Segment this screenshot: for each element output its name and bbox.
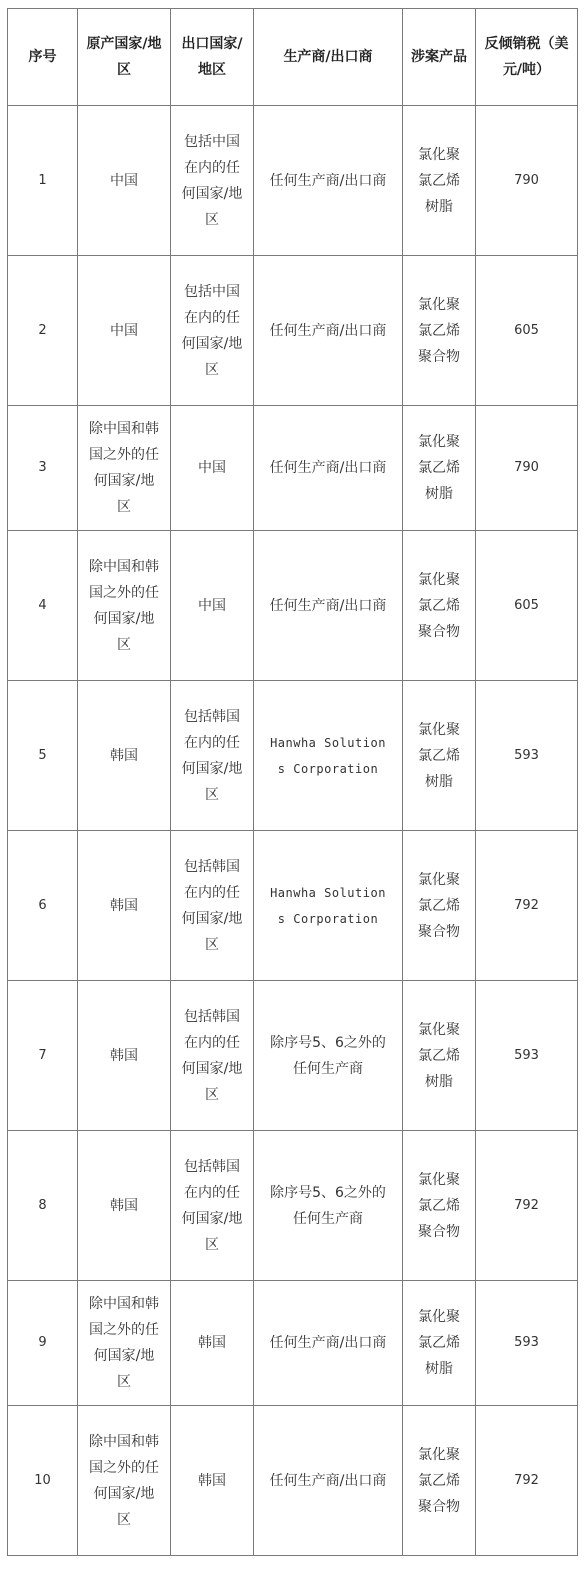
cell-manufacturer: 任何生产商/出口商 bbox=[254, 406, 403, 531]
cell-origin: 中国 bbox=[78, 106, 171, 256]
cell-origin: 除中国和韩国之外的任何国家/地区 bbox=[78, 406, 171, 531]
table-body bbox=[8, 106, 578, 1556]
cell-product: 氯化聚氯乙烯聚合物 bbox=[403, 1406, 476, 1556]
cell-duty: 790 bbox=[476, 406, 578, 531]
header-index: 序号 bbox=[8, 9, 78, 106]
cell-index: 2 bbox=[8, 256, 78, 406]
cell-manufacturer: Hanwha Solutions Corporation bbox=[254, 831, 403, 981]
table-row bbox=[8, 1131, 578, 1281]
anti-dumping-duty-table bbox=[7, 8, 578, 1556]
header-origin: 原产国家/地区 bbox=[78, 9, 171, 106]
cell-export: 包括韩国在内的任何国家/地区 bbox=[171, 831, 254, 981]
cell-product: 氯化聚氯乙烯聚合物 bbox=[403, 1131, 476, 1281]
table-row bbox=[8, 981, 578, 1131]
cell-index: 3 bbox=[8, 406, 78, 531]
cell-export: 中国 bbox=[171, 406, 254, 531]
table-row bbox=[8, 1281, 578, 1406]
cell-duty: 605 bbox=[476, 256, 578, 406]
cell-export: 包括中国在内的任何国家/地区 bbox=[171, 106, 254, 256]
cell-product: 氯化聚氯乙烯树脂 bbox=[403, 1281, 476, 1406]
cell-origin: 韩国 bbox=[78, 681, 171, 831]
cell-manufacturer: 除序号5、6之外的任何生产商 bbox=[254, 1131, 403, 1281]
cell-manufacturer: 任何生产商/出口商 bbox=[254, 256, 403, 406]
cell-duty: 593 bbox=[476, 681, 578, 831]
cell-origin: 韩国 bbox=[78, 1131, 171, 1281]
cell-export: 包括韩国在内的任何国家/地区 bbox=[171, 1131, 254, 1281]
header-export: 出口国家/地区 bbox=[171, 9, 254, 106]
cell-export: 韩国 bbox=[171, 1281, 254, 1406]
cell-origin: 中国 bbox=[78, 256, 171, 406]
cell-index: 8 bbox=[8, 1131, 78, 1281]
table-row bbox=[8, 106, 578, 256]
cell-duty: 605 bbox=[476, 531, 578, 681]
cell-origin: 除中国和韩国之外的任何国家/地区 bbox=[78, 531, 171, 681]
cell-duty: 792 bbox=[476, 831, 578, 981]
cell-duty: 593 bbox=[476, 981, 578, 1131]
cell-duty: 792 bbox=[476, 1406, 578, 1556]
cell-manufacturer: Hanwha Solutions Corporation bbox=[254, 681, 403, 831]
cell-manufacturer: 任何生产商/出口商 bbox=[254, 531, 403, 681]
cell-product: 氯化聚氯乙烯树脂 bbox=[403, 406, 476, 531]
cell-export: 包括中国在内的任何国家/地区 bbox=[171, 256, 254, 406]
cell-product: 氯化聚氯乙烯聚合物 bbox=[403, 256, 476, 406]
cell-index: 6 bbox=[8, 831, 78, 981]
table-row bbox=[8, 1406, 578, 1556]
header-product: 涉案产品 bbox=[403, 9, 476, 106]
cell-index: 1 bbox=[8, 106, 78, 256]
cell-index: 5 bbox=[8, 681, 78, 831]
cell-product: 氯化聚氯乙烯树脂 bbox=[403, 106, 476, 256]
cell-export: 中国 bbox=[171, 531, 254, 681]
cell-duty: 593 bbox=[476, 1281, 578, 1406]
cell-export: 包括韩国在内的任何国家/地区 bbox=[171, 981, 254, 1131]
cell-index: 9 bbox=[8, 1281, 78, 1406]
cell-product: 氯化聚氯乙烯树脂 bbox=[403, 681, 476, 831]
header-manufacturer: 生产商/出口商 bbox=[254, 9, 403, 106]
cell-origin: 除中国和韩国之外的任何国家/地区 bbox=[78, 1406, 171, 1556]
table-row bbox=[8, 256, 578, 406]
cell-duty: 790 bbox=[476, 106, 578, 256]
cell-manufacturer: 任何生产商/出口商 bbox=[254, 1281, 403, 1406]
cell-export: 包括韩国在内的任何国家/地区 bbox=[171, 681, 254, 831]
table-header-row bbox=[8, 9, 578, 106]
cell-export: 韩国 bbox=[171, 1406, 254, 1556]
cell-index: 4 bbox=[8, 531, 78, 681]
cell-index: 10 bbox=[8, 1406, 78, 1556]
table-row bbox=[8, 531, 578, 681]
cell-origin: 除中国和韩国之外的任何国家/地区 bbox=[78, 1281, 171, 1406]
header-duty: 反倾销税（美元/吨） bbox=[476, 9, 578, 106]
table-row bbox=[8, 831, 578, 981]
cell-origin: 韩国 bbox=[78, 981, 171, 1131]
cell-manufacturer: 任何生产商/出口商 bbox=[254, 1406, 403, 1556]
cell-product: 氯化聚氯乙烯树脂 bbox=[403, 981, 476, 1131]
cell-product: 氯化聚氯乙烯聚合物 bbox=[403, 531, 476, 681]
table-row bbox=[8, 681, 578, 831]
table-row bbox=[8, 406, 578, 531]
cell-duty: 792 bbox=[476, 1131, 578, 1281]
cell-manufacturer: 除序号5、6之外的任何生产商 bbox=[254, 981, 403, 1131]
cell-index: 7 bbox=[8, 981, 78, 1131]
cell-origin: 韩国 bbox=[78, 831, 171, 981]
cell-product: 氯化聚氯乙烯聚合物 bbox=[403, 831, 476, 981]
cell-manufacturer: 任何生产商/出口商 bbox=[254, 106, 403, 256]
